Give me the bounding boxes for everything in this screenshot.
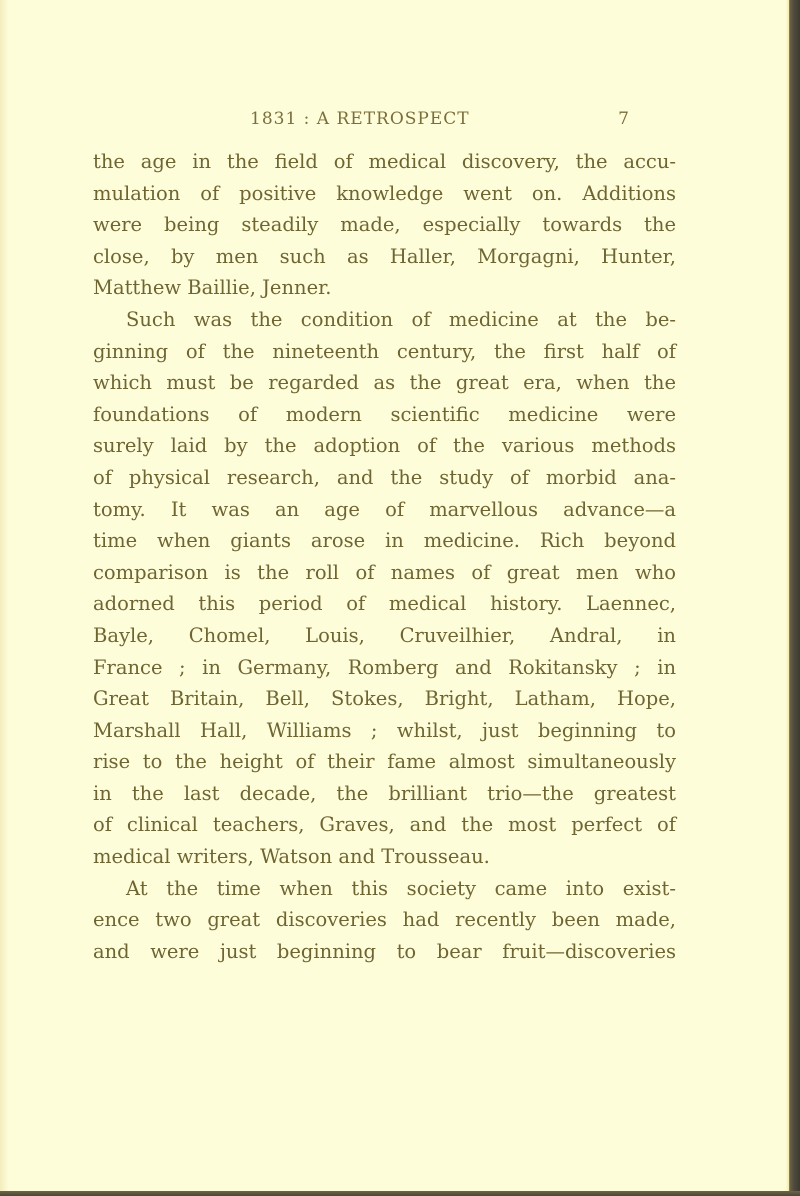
text-line: comparison is the roll of names of great men who <box>93 560 676 584</box>
page-left-edge <box>0 0 8 1196</box>
text-line: time when giants arose in medicine. Rich beyond <box>93 529 676 553</box>
text-line: of clinical teachers, Graves, and the most perfect of <box>93 813 676 837</box>
text-line-paragraph-start: At the time when this society came into exist- <box>126 876 676 900</box>
text-line-paragraph-end: medical writers, Watson and Trousseau. <box>93 845 490 869</box>
text-line: of physical research, and the study of morbid ana- <box>93 465 676 489</box>
text-line: Great Britain, Bell, Stokes, Bright, Latham, Hope, <box>93 687 676 711</box>
text-line: Bayle, Chomel, Louis, Cruveilhier, Andral, in <box>93 623 676 647</box>
text-line: mulation of positive knowledge went on. Additions <box>93 181 676 205</box>
text-line: tomy. It was an age of marvellous advance—a <box>93 497 676 521</box>
text-line-paragraph-end: Matthew Baillie, Jenner. <box>93 276 332 300</box>
text-line: in the last decade, the brilliant trio—the greatest <box>93 781 676 805</box>
text-line: close, by men such as Haller, Morgagni, Hunter, <box>93 244 676 268</box>
body-text <box>93 146 693 967</box>
text-line: rise to the height of their fame almost simultaneously <box>93 750 676 774</box>
running-header <box>250 109 630 133</box>
text-line: foundations of modern scientific medicine were <box>93 402 676 426</box>
text-line: were being steadily made, especially towards the <box>93 213 676 237</box>
page-number: 7 <box>618 109 630 129</box>
text-line: adorned this period of medical history. Laennec, <box>93 592 676 616</box>
book-bottom-edge <box>0 1191 800 1196</box>
text-line: the age in the field of medical discovery, the accu- <box>93 150 676 173</box>
text-line: ence two great discoveries had recently been made, <box>93 908 676 932</box>
text-line: Marshall Hall, Williams ; whilst, just beginning to <box>93 718 676 742</box>
text-line-paragraph-start: Such was the condition of medicine at the be- <box>126 307 676 331</box>
book-spine <box>789 0 800 1196</box>
text-line: France ; in Germany, Romberg and Rokitansky ; in <box>93 655 676 679</box>
text-line: ginning of the nineteenth century, the first half of <box>93 339 676 363</box>
text-line: surely laid by the adoption of the various methods <box>93 434 676 458</box>
text-line: and were just beginning to bear fruit—discoveries <box>93 939 676 963</box>
running-head-title: 1831 : A RETROSPECT <box>250 109 470 129</box>
text-line: which must be regarded as the great era, when the <box>93 371 676 395</box>
